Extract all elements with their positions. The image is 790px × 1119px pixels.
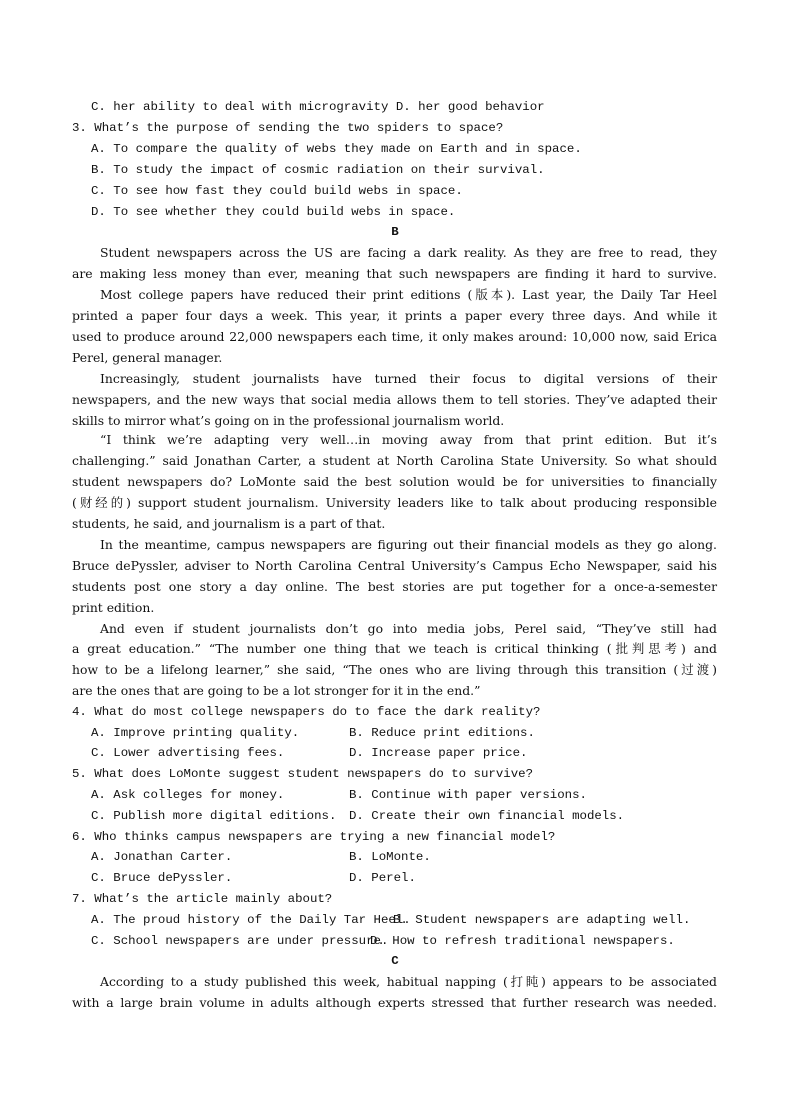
passage-b-line: students post one story a day online. The best stories are put together for a once-a-semester — [72, 579, 717, 594]
q5-option-c: C. Publish more digital editions. — [91, 809, 337, 823]
q4-question: 4. What do most college newspapers do to face the dark reality? — [72, 705, 541, 719]
q3-option-a: A. To compare the quality of webs they made on Earth and in space. — [91, 142, 582, 156]
section-c-heading: C — [391, 954, 399, 968]
q4-option-a: A. Improve printing quality. — [91, 726, 300, 740]
passage-b-line: Most college papers have reduced their print editions (版本). Last year, the Daily Tar Heel — [100, 287, 717, 302]
passage-b-line: skills to mirror what’s going on in the professional journalism world. — [72, 413, 505, 428]
q6-option-b: B. LoMonte. — [349, 850, 431, 864]
passage-b-line: used to produce around 22,000 newspapers each time, it only makes around: 10,000 now, said Erica — [72, 329, 717, 344]
passage-b-line: In the meantime, campus newspapers are figuring out their financial models as they go along. — [100, 537, 717, 552]
q3-option-c: C. To see how fast they could build webs in space. — [91, 184, 463, 198]
q4-option-b: B. Reduce print editions. — [349, 726, 535, 740]
q2-options-cd: C. her ability to deal with microgravity D. her good behavior — [91, 100, 545, 114]
q5-option-a: A. Ask colleges for money. — [91, 788, 285, 802]
q5-option-b: B. Continue with paper versions. — [349, 788, 587, 802]
passage-b-line: “I think we’re adapting very well…in moving away from that print edition. But it’s — [100, 432, 717, 447]
q4-option-c: C. Lower advertising fees. — [91, 746, 285, 760]
passage-c-line: According to a study published this week, habitual napping (打盹) appears to be associated — [100, 974, 717, 989]
q7-option-c: C. School newspapers are under pressure. — [91, 934, 389, 948]
q6-option-a: A. Jonathan Carter. — [91, 850, 233, 864]
passage-b-line: Perel, general manager. — [72, 350, 223, 365]
passage-b-line: how to be a lifelong learner,” she said, “The ones who are living through this transition (过渡) — [72, 662, 717, 677]
q4-option-d: D. Increase paper price. — [349, 746, 528, 760]
section-b-heading: B — [391, 225, 399, 239]
q7-question: 7. What’s the article mainly about? — [72, 892, 333, 906]
q5-option-d: D. Create their own financial models. — [349, 809, 625, 823]
passage-b-line: student newspapers do? LoMonte said the best solution would be for universities to financially — [72, 474, 717, 489]
passage-b-line: print edition. — [72, 600, 155, 615]
passage-b-line: And even if student journalists don’t go into media jobs, Perel said, “They’ve still had — [100, 621, 717, 636]
q3-option-b: B. To study the impact of cosmic radiation on their survival. — [91, 163, 545, 177]
passage-b-line: newspapers, and the new ways that social media allows them to tell stories. They’ve adapted their — [72, 392, 717, 407]
passage-b-line: Student newspapers across the US are facing a dark reality. As they are free to read, they — [100, 245, 717, 260]
q7-option-a: A. The proud history of the Daily Tar Heel. — [91, 913, 411, 927]
q7-option-d: D. How to refresh traditional newspapers. — [370, 934, 675, 948]
passage-b-line: a great education.” “The number one thing that we teach is critical thinking (批判思考) and — [72, 641, 717, 656]
q6-option-c: C. Bruce dePyssler. — [91, 871, 233, 885]
passage-b-line: printed a paper four days a week. This year, it prints a paper every three days. And while it — [72, 308, 717, 323]
q7-option-b: B. Student newspapers are adapting well. — [393, 913, 691, 927]
passage-b-line: are making less money than ever, meaning that such newspapers are finding it hard to survive. — [72, 266, 717, 281]
passage-c-line: with a large brain volume in adults although experts stressed that further research was needed. — [72, 995, 717, 1010]
passage-b-line: students, he said, and journalism is a part of that. — [72, 516, 386, 531]
q6-question: 6. Who thinks campus newspapers are trying a new financial model? — [72, 830, 556, 844]
q3-option-d: D. To see whether they could build webs in space. — [91, 205, 456, 219]
passage-b-line: challenging.” said Jonathan Carter, a student at North Carolina State University. So what should — [72, 453, 717, 468]
q6-option-d: D. Perel. — [349, 871, 416, 885]
q3-question: 3. What’s the purpose of sending the two spiders to space? — [72, 121, 504, 135]
passage-b-line: Bruce dePyssler, adviser to North Carolina Central University’s Campus Echo Newspaper, said his — [72, 558, 717, 573]
passage-b-line: are the ones that are going to be a lot stronger for it in the end.” — [72, 683, 481, 698]
passage-b-line: (财经的) support student journalism. University leaders like to talk about producing responsible — [72, 495, 717, 510]
q5-question: 5. What does LoMonte suggest student newspapers do to survive? — [72, 767, 534, 781]
passage-b-line: Increasingly, student journalists have turned their focus to digital versions of their — [100, 371, 717, 386]
